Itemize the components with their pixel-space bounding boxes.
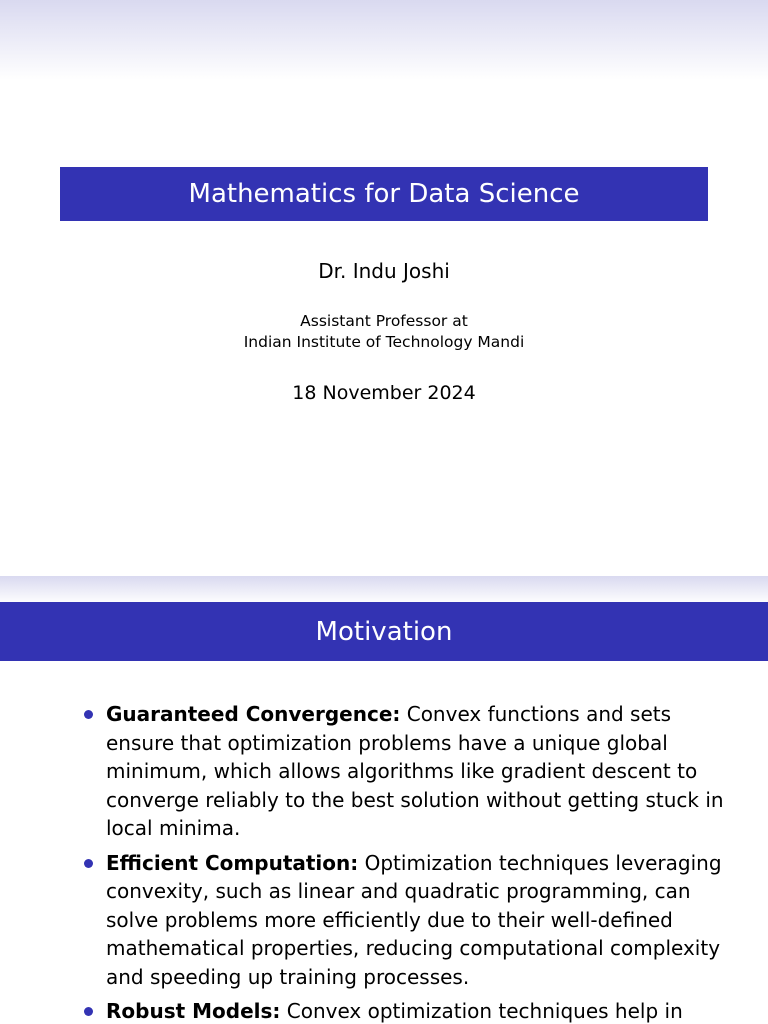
bullet-item (84, 997, 724, 1024)
author-name: Dr. Indu Joshi (318, 259, 450, 283)
presentation-title-bar (60, 167, 708, 221)
presentation-title: Mathematics for Data Science (188, 179, 580, 209)
bullet-icon (84, 859, 93, 868)
affiliation (0, 311, 768, 353)
frame-title-bar (0, 602, 768, 661)
bullet-icon (84, 710, 93, 719)
bullet-item (84, 700, 724, 843)
bullet-text: Optimization techniques leveraging convexity, such as linear and quadratic programming, can solve problems more efficiently due to their well-defined mathematical properties, reducing computational complexity and speeding up training processes. (106, 850, 722, 989)
frame-title: Motivation (315, 616, 453, 647)
bullet-heading: Guaranteed Convergence: (106, 702, 401, 726)
bullet-icon (84, 1007, 93, 1016)
affiliation-line-2: Indian Institute of Technology Mandi (243, 333, 525, 351)
motivation-slide (0, 576, 768, 1024)
bullet-text: Convex optimization techniques help in (280, 999, 683, 1023)
bullet-text: Convex functions and sets ensure that optimization problems have a unique global minimum, which allows algorithms like gradient descent to converge reliably to the best solution without getting stuck in local minima. (106, 702, 724, 840)
bullet-list (84, 700, 724, 1024)
affiliation-line-1: Assistant Professor at (300, 312, 468, 330)
presentation-date: 18 November 2024 (292, 382, 476, 404)
bullet-heading: Efficient Computation: (106, 850, 359, 875)
bullet-item (84, 849, 724, 992)
bullet-heading: Robust Models: (106, 999, 281, 1023)
